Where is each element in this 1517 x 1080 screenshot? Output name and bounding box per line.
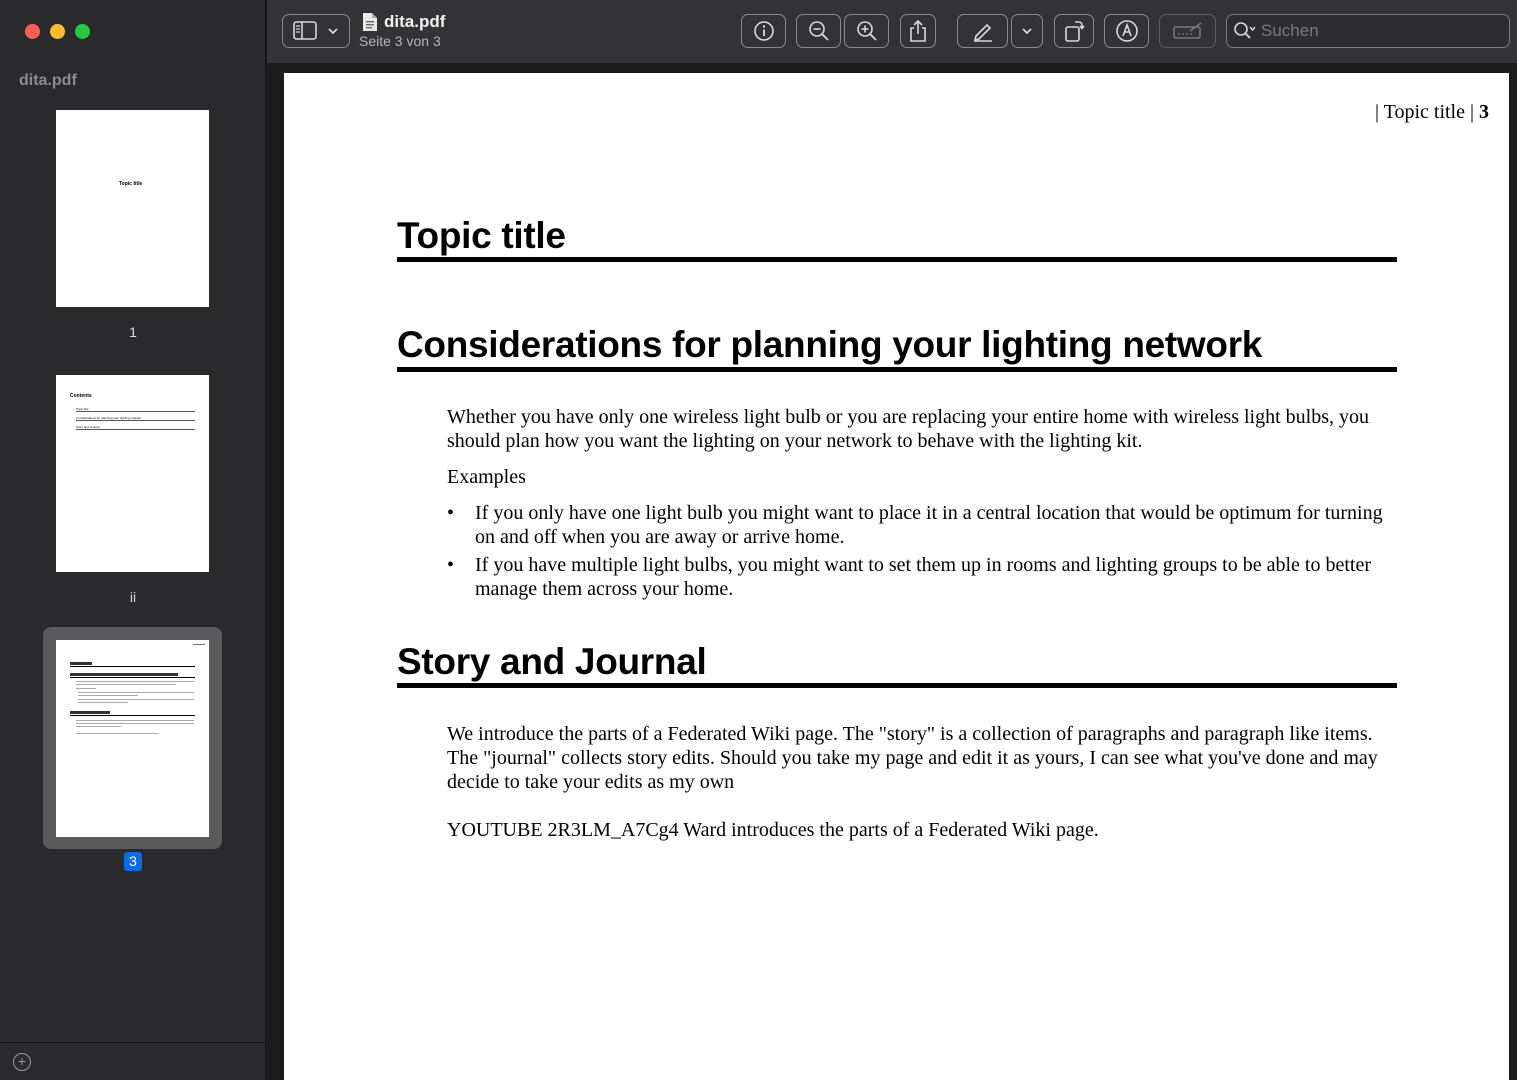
list-item-text: If you have multiple light bulbs, you might want to set them up in rooms and lighting groups to be able to better manage them across your home. bbox=[475, 554, 1371, 600]
markup-button[interactable] bbox=[1104, 14, 1149, 48]
close-button[interactable] bbox=[25, 24, 40, 39]
zoom-button[interactable] bbox=[75, 24, 90, 39]
sidebar bbox=[0, 0, 266, 1080]
heading-rule bbox=[397, 367, 1397, 372]
list-item bbox=[447, 553, 1392, 601]
thumbnail-label: ii bbox=[129, 589, 137, 605]
story-paragraph: We introduce the parts of a Federated Wiki page. The "story" is a collection of paragraphs and paragraph like items. The "journal" collects story edits. Should you take my page and edit it as yours, I can see what you've done and may decide to take your edits as my own bbox=[447, 723, 1378, 793]
share-icon bbox=[908, 19, 928, 43]
bullet-icon: • bbox=[447, 502, 455, 524]
examples-label: Examples bbox=[447, 466, 526, 488]
heading-topic-title: Topic title bbox=[397, 215, 566, 256]
rotate-icon bbox=[1063, 19, 1085, 43]
sidebar-title: dita.pdf bbox=[19, 72, 77, 89]
toc-entry: Story and Journal bbox=[76, 425, 100, 429]
signature-icon bbox=[1172, 21, 1204, 41]
search-field[interactable] bbox=[1226, 14, 1510, 48]
heading-story-journal: Story and Journal bbox=[397, 641, 707, 682]
document-title: dita.pdf bbox=[384, 12, 446, 31]
highlight-menu-button[interactable] bbox=[1011, 14, 1043, 48]
window-controls bbox=[25, 24, 90, 39]
youtube-paragraph: YOUTUBE 2R3LM_A7Cg4 Ward introduces the parts of a Federated Wiki page. bbox=[447, 819, 1099, 841]
pdf-page bbox=[284, 73, 1509, 1080]
chevron-down-icon bbox=[327, 26, 339, 36]
zoom-in-icon bbox=[856, 20, 878, 42]
zoom-out-button[interactable] bbox=[796, 14, 841, 48]
markup-icon bbox=[1115, 19, 1139, 43]
rotate-button[interactable] bbox=[1054, 14, 1094, 48]
running-head-text: | Topic title | bbox=[1374, 101, 1474, 123]
minimize-button[interactable] bbox=[50, 24, 65, 39]
page-status: Seite 3 von 3 bbox=[359, 33, 441, 49]
add-icon[interactable]: + bbox=[13, 1053, 31, 1071]
toolbar bbox=[267, 0, 1517, 64]
running-head-page-number: 3 bbox=[1479, 101, 1489, 123]
thumbnail-page-1[interactable] bbox=[56, 110, 209, 307]
thumbnail-page-3[interactable] bbox=[56, 640, 209, 837]
thumbnail-heading: Topic title bbox=[119, 181, 143, 187]
thumbnail-page-ii[interactable] bbox=[56, 375, 209, 572]
sidebar-toggle-icon bbox=[293, 21, 319, 41]
considerations-paragraph: Whether you have only one wireless light bulb or you are replacing your entire home with wireless light bulbs, you should plan how you want the lighting on your network to behave with the lighting kit. bbox=[447, 406, 1370, 452]
thumbnail-heading: Contents bbox=[70, 393, 92, 399]
list-item bbox=[447, 501, 1392, 549]
toc-entry: Topic title bbox=[76, 407, 89, 411]
chevron-down-icon bbox=[1021, 26, 1033, 36]
heading-rule bbox=[397, 683, 1397, 688]
running-head bbox=[1375, 101, 1489, 124]
highlight-button[interactable] bbox=[957, 14, 1008, 48]
pdf-file-icon bbox=[361, 12, 379, 32]
zoom-in-button[interactable] bbox=[844, 14, 889, 48]
share-button[interactable] bbox=[900, 14, 936, 48]
document-viewer[interactable] bbox=[267, 65, 1517, 1080]
search-input[interactable] bbox=[1261, 21, 1501, 41]
info-icon bbox=[753, 20, 775, 42]
search-icon bbox=[1233, 21, 1257, 41]
toc-entry: Considerations for planning your lighting network bbox=[76, 416, 141, 420]
thumbnail-label-selected: 3 bbox=[124, 852, 142, 871]
thumbnail-label: 1 bbox=[129, 324, 137, 340]
zoom-out-icon bbox=[808, 20, 830, 42]
info-button[interactable] bbox=[741, 14, 786, 48]
heading-considerations: Considerations for planning your lighting network bbox=[397, 324, 1263, 365]
heading-rule bbox=[397, 257, 1397, 262]
fill-sign-button[interactable] bbox=[1159, 14, 1216, 48]
sidebar-footer bbox=[0, 1042, 266, 1080]
sidebar-toggle-button[interactable] bbox=[282, 14, 350, 48]
pen-icon bbox=[971, 20, 995, 42]
list-item-text: If you only have one light bulb you might want to place it in a central location that would be optimum for turning on and off when you are away or arrive home. bbox=[475, 502, 1383, 548]
bullet-icon: • bbox=[447, 554, 455, 576]
